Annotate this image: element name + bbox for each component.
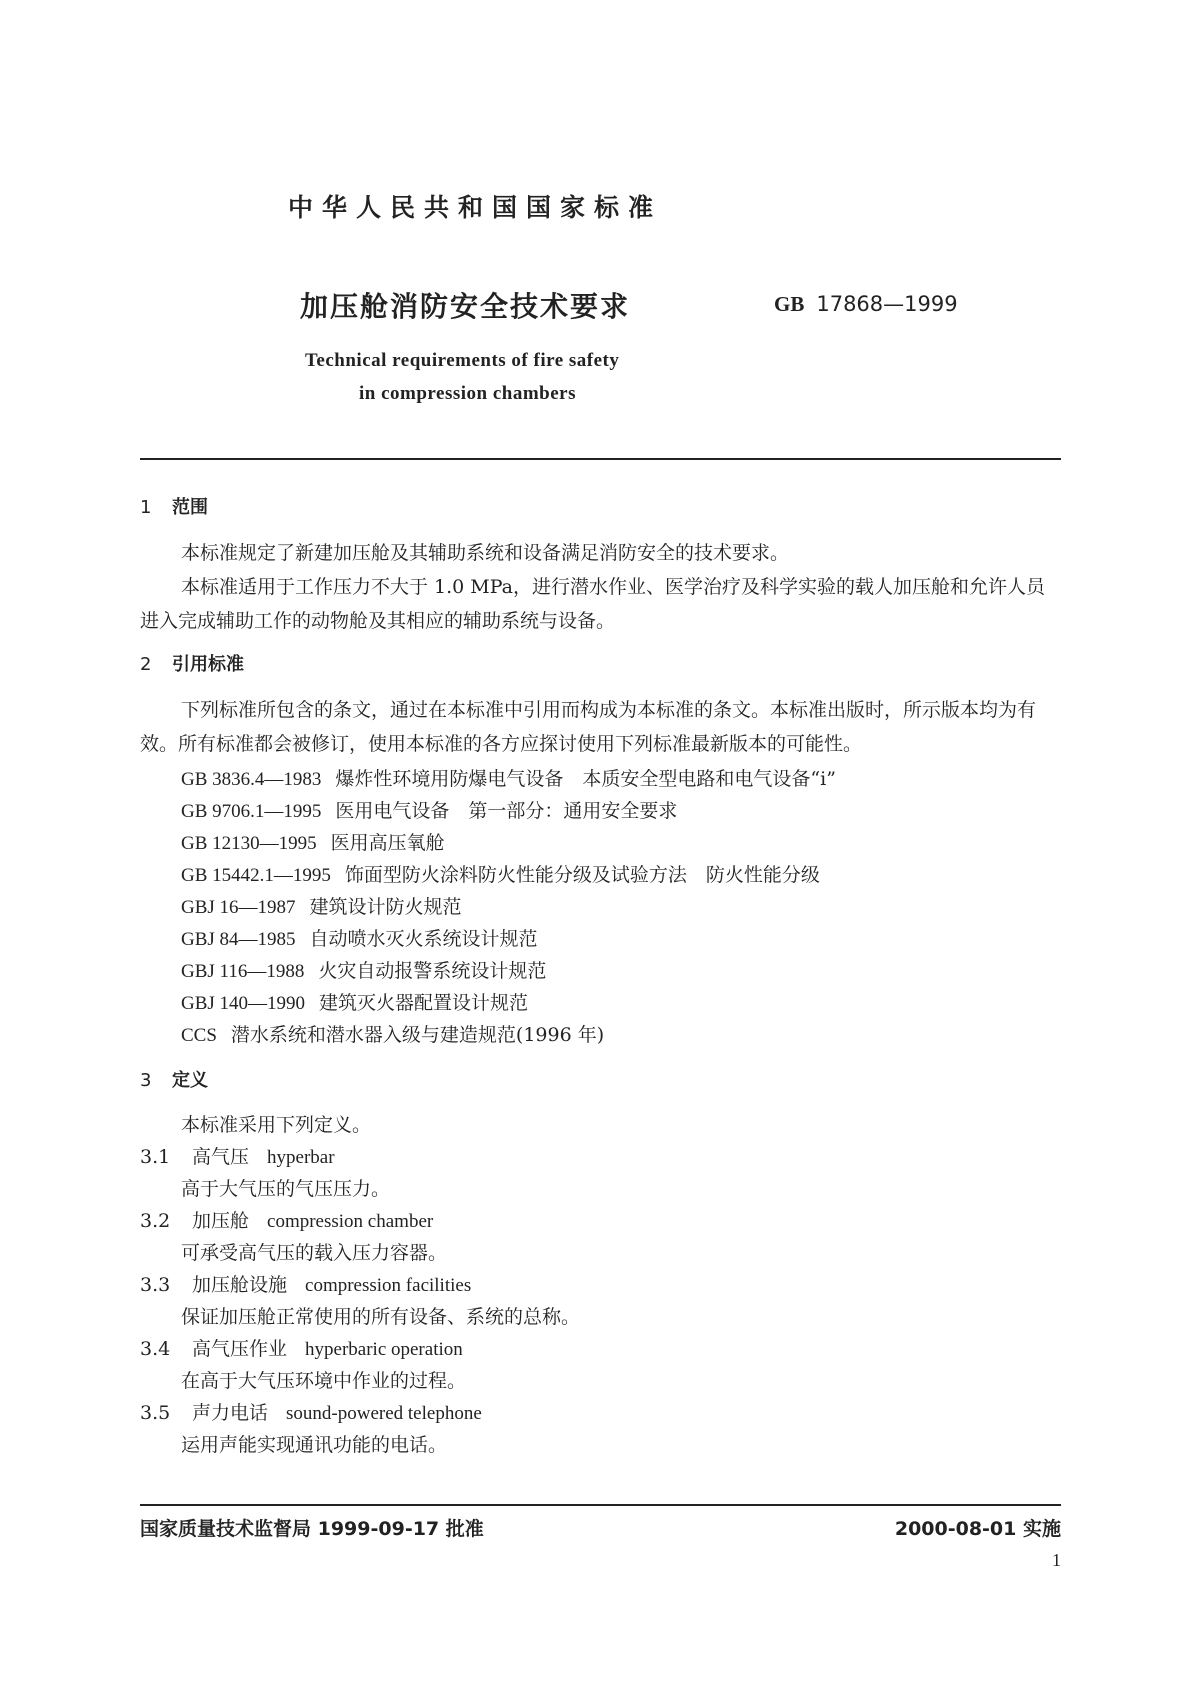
definition-description: 运用声能实现通讯功能的电话。 [181, 1434, 448, 1456]
reference-code: GB 3836.4—1983 [181, 769, 322, 790]
reference-item [181, 860, 820, 887]
top-divider [140, 458, 1061, 460]
effective-date: 2000-08-01 实施 [894, 1518, 1061, 1540]
definition-term: 高气压 [192, 1146, 250, 1168]
definition-term-en: compression chamber [267, 1211, 434, 1232]
reference-code: GB 12130—1995 [181, 833, 317, 854]
definition-heading [140, 1206, 433, 1233]
reference-code: GBJ 16—1987 [181, 897, 296, 918]
section-1-paragraph-1: 本标准规定了新建加压舱及其辅助系统和设备满足消防安全的技术要求。 [181, 542, 790, 564]
reference-title: 潜水系统和潜水器入级与建造规范(1996 年) [230, 1024, 605, 1046]
definition-term-en: compression facilities [305, 1275, 472, 1296]
reference-item [181, 956, 546, 983]
definition-heading [140, 1398, 482, 1425]
definition-heading [140, 1334, 463, 1361]
section-2-heading [140, 650, 244, 676]
reference-code: GBJ 84—1985 [181, 929, 296, 950]
reference-title: 饰面型防火涂料防火性能分级及试验方法 防火性能分级 [344, 864, 820, 886]
section-title: 定义 [172, 1070, 208, 1091]
definition-term-en: hyperbaric operation [305, 1339, 463, 1360]
section-2-paragraph: 下列标准所包含的条文，通过在本标准中引用而构成为本标准的条文。本标准出版时，所示版本均为有效。所有标准都会被修订，使用本标准的各方应探讨使用下列标准最新版本的可能性。 [140, 699, 1037, 755]
section-title: 范围 [172, 497, 208, 518]
reference-title: 医用电气设备 第一部分：通用安全要求 [335, 800, 678, 822]
definition-description: 保证加压舱正常使用的所有设备、系统的总称。 [181, 1306, 581, 1328]
standard-prefix: GB [774, 292, 805, 316]
definition-description: 可承受高气压的载入压力容器。 [181, 1242, 448, 1264]
reference-code: GBJ 116—1988 [181, 961, 305, 982]
reference-title: 自动喷水灭火系统设计规范 [309, 928, 538, 950]
reference-title: 建筑设计防火规范 [309, 896, 462, 918]
english-title-line-2: in compression chambers [359, 383, 576, 404]
section-number: 2 [140, 654, 152, 675]
page-number: 1 [1052, 1550, 1061, 1570]
standard-number: 17868—1999 [816, 292, 958, 316]
section-number: 1 [140, 497, 152, 518]
reference-item [181, 892, 462, 919]
section-number: 3 [140, 1070, 152, 1091]
section-3-intro: 本标准采用下列定义。 [181, 1114, 372, 1136]
reference-item [181, 924, 538, 951]
section-title: 引用标准 [172, 654, 244, 675]
document-title: 加压舱消防安全技术要求 [300, 290, 631, 323]
definition-term-en: sound-powered telephone [286, 1403, 482, 1424]
reference-code: GBJ 140—1990 [181, 993, 306, 1014]
reference-item [181, 1020, 604, 1047]
reference-item [181, 764, 836, 791]
approval-line: 国家质量技术监督局 1999-09-17 批准 [140, 1518, 484, 1540]
definition-description: 在高于大气压环境中作业的过程。 [181, 1370, 467, 1392]
definition-number: 3.4 [140, 1338, 171, 1360]
reference-item [181, 988, 528, 1015]
definition-description: 高于大气压的气压压力。 [181, 1178, 391, 1200]
reference-title: 火灾自动报警系统设计规范 [318, 960, 547, 982]
english-title-line-1: Technical requirements of fire safety [305, 350, 620, 371]
definition-number: 3.3 [140, 1274, 171, 1296]
section-1-paragraph-2: 本标准适用于工作压力不大于 1.0 MPa，进行潜水作业、医学治疗及科学实验的载人加压舱和允许人员进入完成辅助工作的动物舱及其相应的辅助系统与设备。 [140, 576, 1046, 632]
reference-title: 爆炸性环境用防爆电气设备 本质安全型电路和电气设备“i” [335, 768, 836, 790]
definition-heading [140, 1142, 335, 1169]
reference-code: CCS [181, 1025, 217, 1046]
definition-term: 加压舱 [192, 1210, 250, 1232]
definition-heading [140, 1270, 471, 1297]
reference-code: GB 15442.1—1995 [181, 865, 331, 886]
section-1-heading [140, 493, 208, 519]
definition-term: 声力电话 [192, 1402, 269, 1424]
definition-number: 3.1 [140, 1146, 171, 1168]
bottom-divider [140, 1504, 1061, 1506]
reference-title: 医用高压氧舱 [330, 832, 445, 854]
definition-number: 3.2 [140, 1210, 171, 1232]
reference-title: 建筑灭火器配置设计规范 [319, 992, 529, 1014]
section-3-heading [140, 1066, 208, 1092]
definition-number: 3.5 [140, 1402, 171, 1424]
reference-item [181, 828, 445, 855]
national-standard-heading: 中华人民共和国国家标准 [288, 193, 663, 222]
standard-code [774, 292, 958, 317]
definition-term: 加压舱设施 [192, 1274, 288, 1296]
reference-item [181, 796, 677, 823]
definition-term: 高气压作业 [192, 1338, 288, 1360]
reference-code: GB 9706.1—1995 [181, 801, 322, 822]
definition-term-en: hyperbar [267, 1147, 335, 1168]
